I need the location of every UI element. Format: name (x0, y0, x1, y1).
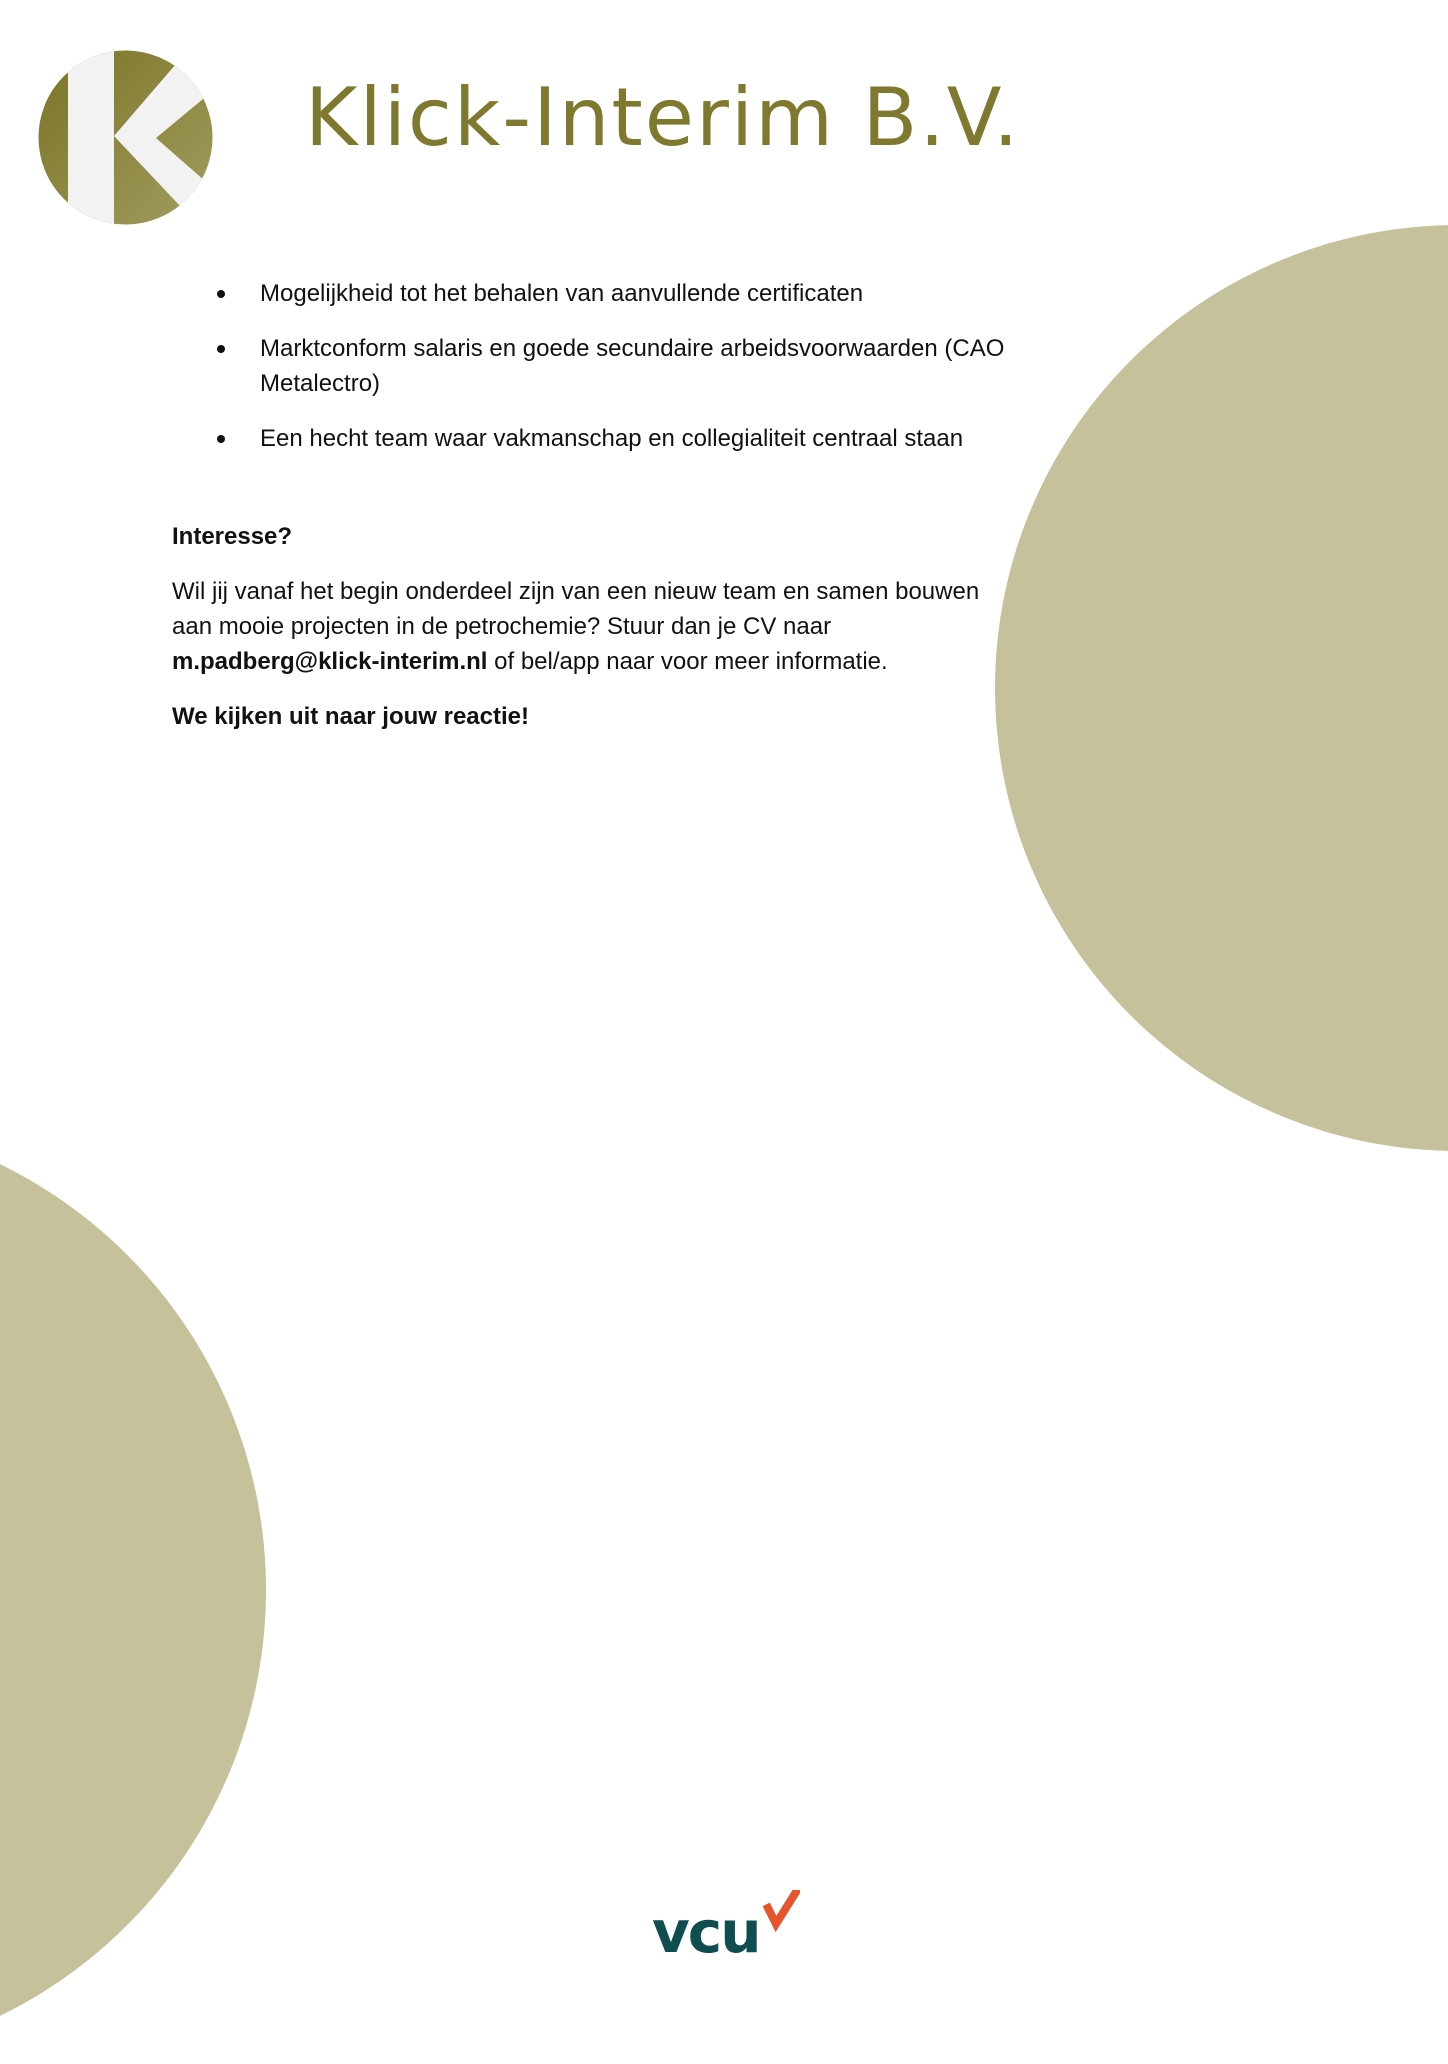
page-header (0, 0, 1448, 230)
contact-email[interactable]: m.padberg@klick-interim.nl (172, 648, 488, 675)
benefit-text: Marktconform salaris en goede secundaire arbeidsvoorwaarden (CAO Metalectro) (260, 335, 1005, 397)
closing-line: We kijken uit naar jouw reactie! (172, 703, 529, 730)
interest-paragraph (172, 574, 1017, 679)
bullet-icon (217, 290, 225, 298)
klick-logo-icon (38, 50, 213, 225)
brand-name: Klick-Interim B.V. (305, 71, 1021, 164)
decorative-circle-left (0, 1116, 266, 2064)
list-item (172, 276, 1017, 311)
list-item (172, 421, 1017, 456)
interest-heading: Interesse? (172, 523, 293, 550)
bullet-icon (217, 435, 225, 443)
benefit-text: Een hecht team waar vakmanschap en collegialiteit centraal staan (260, 425, 964, 452)
benefit-text: Mogelijkheid tot het behalen van aanvullende certificaten (260, 280, 864, 307)
vcu-logo-text: vcu (652, 1898, 760, 1960)
bullet-icon (217, 345, 225, 353)
checkmark-icon (768, 1892, 796, 1924)
interest-text: Wil jij vanaf het begin onderdeel zijn van een nieuw team en samen bouwen aan mooie projecten in de petrochemie? Stuur dan je CV naar (172, 578, 980, 640)
list-item (172, 331, 1017, 401)
interest-text-end: of bel/app naar voor meer informatie. (487, 648, 888, 675)
benefits-list (172, 276, 1017, 456)
decorative-circle-right (995, 225, 1448, 1151)
vcu-logo (650, 1890, 800, 1960)
main-content (172, 276, 1017, 734)
